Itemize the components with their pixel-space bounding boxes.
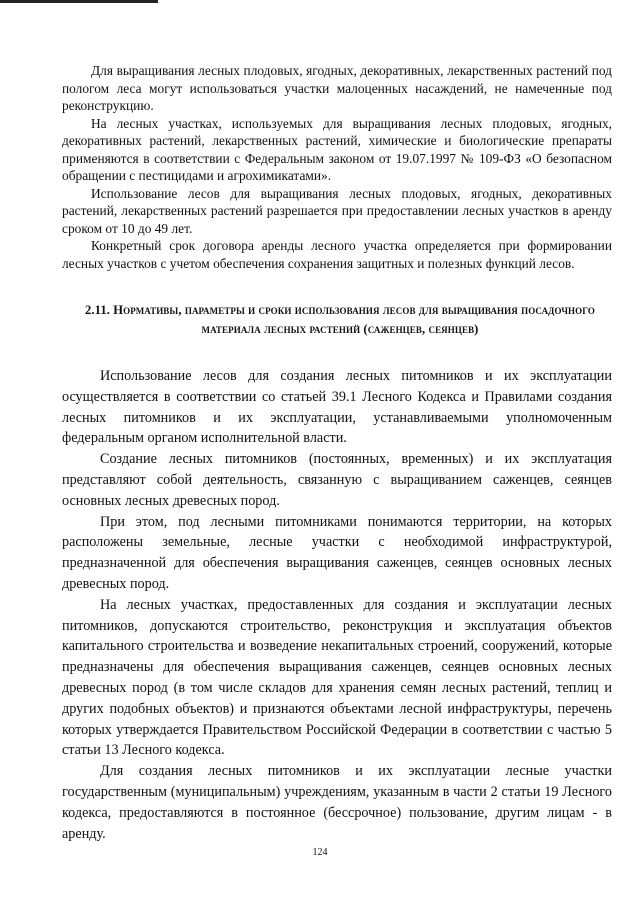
section-number: 2.11. — [85, 303, 111, 317]
paragraph: Использование лесов для выращивания лесных плодовых, ягодных, декоративных растений, лекарственных растений разрешается при предоставлении лесных участков в аренду сроком от 10 до 49 лет. — [62, 185, 612, 236]
paragraph: Создание лесных питомников (постоянных, временных) и их эксплуатация представляют собой деятельность, связанную с выращиванием саженцев, сеянцев основных лесных древесных пород. — [62, 451, 612, 509]
paragraph: Для создания лесных питомников и их эксплуатации лесные участки государственным (муниципальным) учреждениям, указанным в части 2 статьи 19 Лесного кодекса, предоставляются в постоянное (бессрочное) пользование, другим лицам - в аренду. — [62, 763, 612, 842]
scan-edge-mark — [0, 0, 158, 3]
paragraph: Использование лесов для создания лесных питомников и их эксплуатации осуществляется в соответствии со статьей 39.1 Лесного Кодекса и Правилами создания лесных питомников и их эксплуатации, устанавливаемыми уполномоченным федеральным органом исполнительной власти. — [62, 368, 612, 447]
section-title: Нормативы, параметры и сроки использования лесов для выращивания посадочного материала лесных растений (саженцев, сеянцев) — [113, 303, 595, 336]
section-body — [62, 366, 612, 844]
paragraph: На лесных участках, предоставленных для создания и эксплуатации лесных питомников, допускаются строительство, реконструкция и эксплуатация объектов капитального строительства и возведение некапитальных строений, сооружений, которые предназначены для обеспечения выращивания саженцев, сеянцев основных лесных древесных пород (в том числе складов для хранения семян лесных растений, теплиц и других подобных объектов) и признаются объектами лесной инфраструктуры, перечень которых утверждается Правительством Российской Федерации в соответствии с частью 5 статьи 13 Лесного кодекса. — [62, 596, 612, 759]
page-number: 124 — [312, 847, 328, 858]
section-heading — [70, 301, 610, 339]
paragraph: Конкретный срок договора аренды лесного участка определяется при формировании лесных участков с учетом обеспечения сохранения защитных и полезных функций лесов. — [62, 238, 612, 271]
paragraph: Для выращивания лесных плодовых, ягодных, декоративных, лекарственных растений под пологом леса могут использоваться участки малоценных насаждений, не намеченные под реконструкцию. — [62, 63, 612, 113]
paragraph: На лесных участках, используемых для выращивания лесных плодовых, ягодных, декоративных растений, лекарственных растений, химические и биологические препараты применяются в соответствии с Федеральным законом от 19.07.1997 № 109-ФЗ «О безопасном обращении с пестицидами и агрохимикатами». — [62, 115, 612, 183]
intro-paragraphs — [62, 62, 612, 272]
paragraph: При этом, под лесными питомниками понимаются территории, на которых расположены земельные, лесные участки с необходимой инфраструктурой, предназначенной для обеспечения выращивания саженцев, сеянцев основных лесных древесных пород. — [62, 513, 612, 592]
